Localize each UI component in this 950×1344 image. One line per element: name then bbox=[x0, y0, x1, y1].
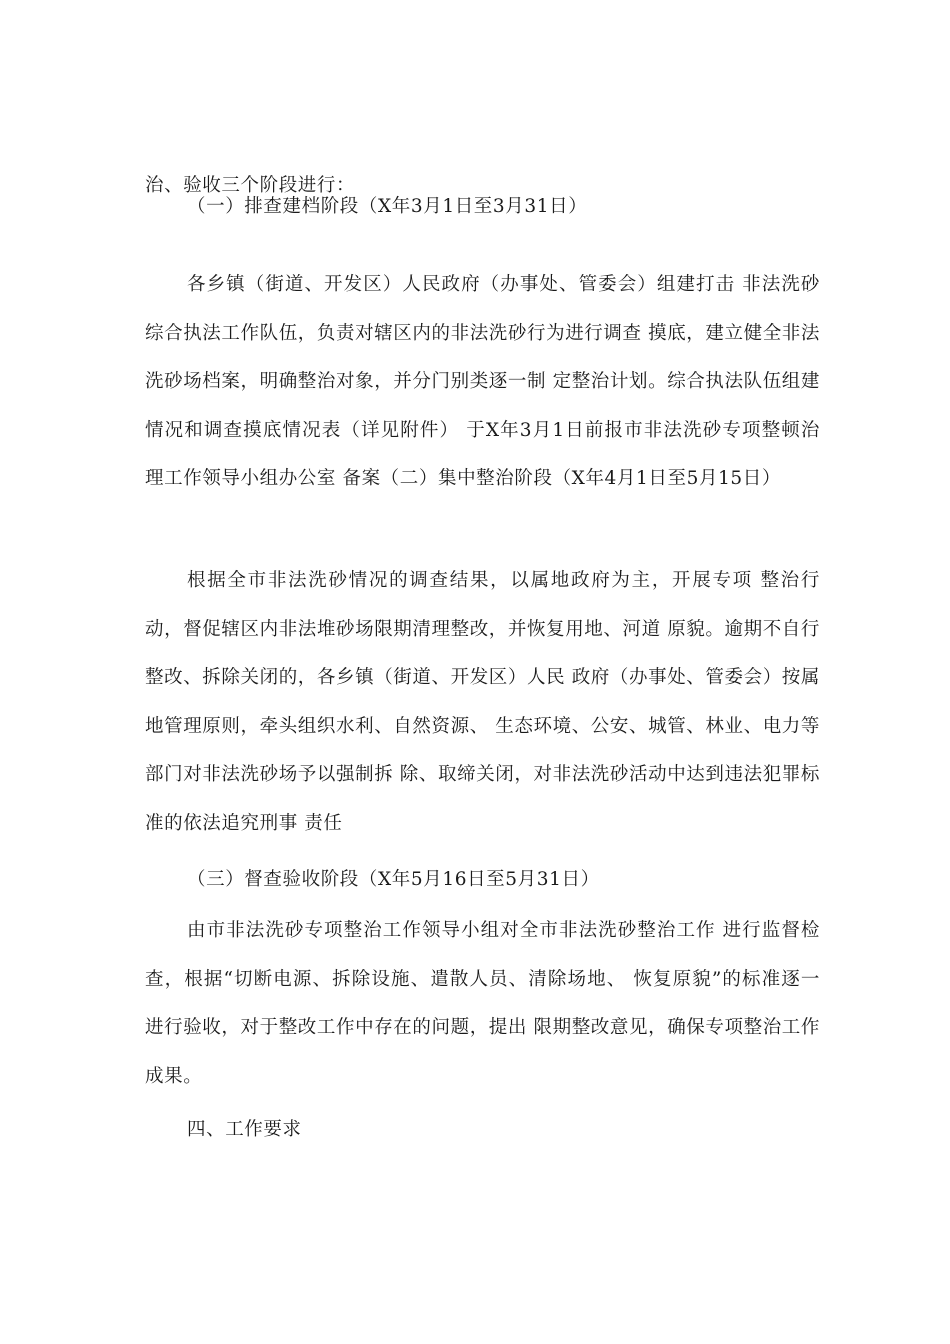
section-heading-1: （一）排查建档阶段（X年3月1日至3月31日） bbox=[187, 196, 588, 217]
paragraph-continuation: 治、验收三个阶段进行： bbox=[145, 175, 356, 196]
section-heading-3: （三）督查验收阶段（X年5月16日至5月31日） bbox=[187, 869, 600, 890]
section-heading-4: 四、工作要求 bbox=[187, 1119, 302, 1140]
paragraph-rectification: 根据全市非法洗砂情况的调查结果，以属地政府为主，开展专项 整治行动，督促辖区内非法堆砂场限期清理整改，并恢复用地、河道 原貌。逾期不自行整改、拆除关闭的，各乡镇（街道、开发区）人民 政府（办事处、管委会）按属地管理原则，牵头组织水利、自然资源、 生态环境、公安、城管、林业、电力等部门对非法洗砂场予以强制拆 除、取缔关闭，对非法洗砂活动中达到违法犯罪标准的依法追究刑事 责任 bbox=[145, 570, 820, 834]
paragraph-inspection: 由市非法洗砂专项整治工作领导小组对全市非法洗砂整治工作 进行监督检查，根据“切断电源、拆除设施、遣散人员、清除场地、 恢复原貌”的标准逐一进行验收，对于整改工作中存在的问题，提出 限期整改意见，确保专项整治工作成果。 bbox=[145, 920, 820, 1087]
paragraph-investigation: 各乡镇（街道、开发区）人民政府（办事处、管委会）组建打击 非法洗砂综合执法工作队伍，负责对辖区内的非法洗砂行为进行调查 摸底，建立健全非法洗砂场档案，明确整治对象，并分门别类逐一制 定整治计划。综合执法队伍组建情况和调查摸底情况表（详见附件） 于X年3月1日前报市非法洗砂专项整顿治理工作领导小组办公室 备案（二）集中整治阶段（X年4月1日至5月15日） bbox=[145, 274, 820, 489]
